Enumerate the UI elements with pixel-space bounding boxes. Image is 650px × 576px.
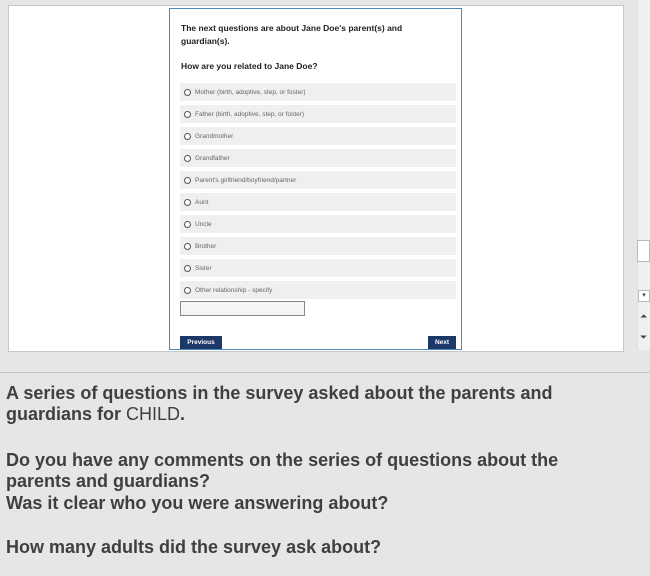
option-uncle[interactable] (180, 215, 456, 233)
option-grandfather[interactable] (180, 149, 456, 167)
option-label: Uncle (195, 220, 212, 228)
option-label: Mother (birth, adoptive, step, or foster) (195, 88, 306, 96)
option-label: Other relationship - specify (195, 286, 273, 294)
option-label: Aunt (195, 198, 209, 206)
other-specify-input[interactable] (180, 301, 305, 316)
option-label: Grandfather (195, 154, 230, 162)
relationship-options (180, 83, 456, 303)
option-parent-partner[interactable] (180, 171, 456, 189)
right-input-box[interactable] (637, 240, 650, 262)
prompt-line-2: Do you have any comments on the series of questions about the parents and guardians? (6, 450, 559, 491)
section-divider (0, 372, 650, 373)
option-mother[interactable] (180, 83, 456, 101)
radio-icon[interactable] (184, 177, 191, 184)
survey-title: The next questions are about Jane Doe's parent(s) and guardian(s). (181, 23, 403, 46)
radio-icon[interactable] (184, 243, 191, 250)
option-grandmother[interactable] (180, 127, 456, 145)
option-label: Father (birth, adoptive, step, or foster) (195, 110, 305, 118)
option-label: Sister (195, 264, 212, 272)
survey-question: How are you related to Jane Doe? (181, 61, 318, 71)
radio-icon[interactable] (184, 133, 191, 140)
option-brother[interactable] (180, 237, 456, 255)
child-placeholder: CHILD (126, 404, 181, 424)
prompt-line-1-end: . (180, 404, 186, 424)
radio-icon[interactable] (184, 155, 191, 162)
option-label: Brother (195, 242, 217, 250)
previous-button[interactable]: Previous (180, 336, 222, 349)
option-label: Grandmother (195, 132, 234, 140)
chevron-down-icon[interactable]: ▾ (638, 290, 650, 302)
option-label: Parent's girlfriend/boyfriend/partner (195, 176, 297, 184)
option-other[interactable] (180, 281, 456, 299)
double-chevron-up-icon[interactable]: ⏶ (640, 311, 648, 321)
survey-panel (169, 8, 462, 350)
screenshot-frame (8, 5, 624, 352)
option-sister[interactable] (180, 259, 456, 277)
radio-icon[interactable] (184, 221, 191, 228)
prompt-line-1-text: A series of questions in the survey asked about the parents and guardians for (6, 383, 553, 424)
radio-icon[interactable] (184, 199, 191, 206)
prompt-line-4: How many adults did the survey ask about? (6, 537, 382, 557)
radio-icon[interactable] (184, 89, 191, 96)
radio-icon[interactable] (184, 287, 191, 294)
radio-icon[interactable] (184, 111, 191, 118)
option-aunt[interactable] (180, 193, 456, 211)
radio-icon[interactable] (184, 265, 191, 272)
next-button[interactable]: Next (428, 336, 456, 349)
prompt-line-1 (6, 383, 606, 425)
option-father[interactable] (180, 105, 456, 123)
double-chevron-down-icon[interactable]: ⏷ (640, 332, 648, 342)
prompt-line-3: Was it clear who you were answering about? (6, 493, 389, 513)
